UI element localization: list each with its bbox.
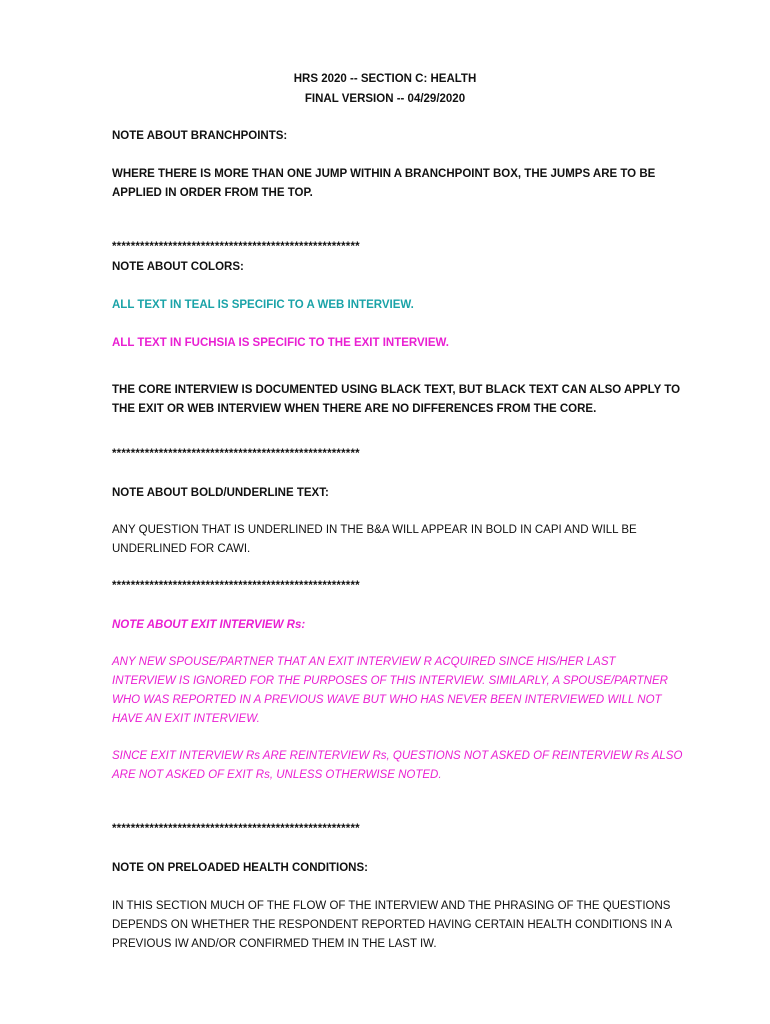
bold-underline-text-line: ANY QUESTION THAT IS UNDERLINED IN THE B&A WILL APPEAR IN BOLD IN CAPI AND WILL BE: [112, 524, 637, 536]
bold-underline-text-line: UNDERLINED FOR CAWI.: [112, 543, 251, 555]
separator: *****************************************************: [112, 580, 360, 592]
preloaded-text-line: DEPENDS ON WHETHER THE RESPONDENT REPORTED HAVING CERTAIN HEALTH CONDITIONS IN A: [112, 919, 673, 931]
black-text-note-line: THE CORE INTERVIEW IS DOCUMENTED USING BLACK TEXT, BUT BLACK TEXT CAN ALSO APPLY TO: [112, 384, 681, 396]
exit-rs-para2-line: ARE NOT ASKED OF EXIT Rs, UNLESS OTHERWISE NOTED.: [112, 769, 442, 781]
separator: *****************************************************: [112, 241, 360, 253]
teal-note: ALL TEXT IN TEAL IS SPECIFIC TO A WEB INTERVIEW.: [112, 299, 414, 311]
exit-rs-para1-line: INTERVIEW IS IGNORED FOR THE PURPOSES OF THIS INTERVIEW. SIMILARLY, A SPOUSE/PARTNER: [112, 675, 668, 687]
preloaded-heading: NOTE ON PRELOADED HEALTH CONDITIONS:: [112, 862, 368, 874]
preloaded-text-line: IN THIS SECTION MUCH OF THE FLOW OF THE INTERVIEW AND THE PHRASING OF THE QUESTIONS: [112, 900, 671, 912]
separator: *****************************************************: [112, 448, 360, 460]
branchpoints-text-line: WHERE THERE IS MORE THAN ONE JUMP WITHIN A BRANCHPOINT BOX, THE JUMPS ARE TO BE: [112, 168, 656, 180]
separator: *****************************************************: [112, 823, 360, 835]
exit-rs-heading: NOTE ABOUT EXIT INTERVIEW Rs:: [112, 619, 306, 631]
exit-rs-para1-line: ANY NEW SPOUSE/PARTNER THAT AN EXIT INTERVIEW R ACQUIRED SINCE HIS/HER LAST: [112, 656, 616, 668]
exit-rs-para1-line: WHO WAS REPORTED IN A PREVIOUS WAVE BUT WHO HAS NEVER BEEN INTERVIEWED WILL NOT: [112, 694, 662, 706]
fuchsia-note: ALL TEXT IN FUCHSIA IS SPECIFIC TO THE EXIT INTERVIEW.: [112, 337, 449, 349]
colors-heading: NOTE ABOUT COLORS:: [112, 261, 244, 273]
document-title: HRS 2020 -- SECTION C: HEALTH: [293, 73, 477, 85]
black-text-note-line: THE EXIT OR WEB INTERVIEW WHEN THERE ARE NO DIFFERENCES FROM THE CORE.: [112, 403, 597, 415]
document-version: FINAL VERSION -- 04/29/2020: [304, 93, 466, 105]
exit-rs-para1-line: HAVE AN EXIT INTERVIEW.: [112, 713, 260, 725]
branchpoints-heading: NOTE ABOUT BRANCHPOINTS:: [112, 130, 288, 142]
branchpoints-text-line: APPLIED IN ORDER FROM THE TOP.: [112, 187, 313, 199]
preloaded-text-line: PREVIOUS IW AND/OR CONFIRMED THEM IN THE LAST IW.: [112, 938, 437, 950]
bold-underline-heading: NOTE ABOUT BOLD/UNDERLINE TEXT:: [112, 487, 329, 499]
exit-rs-para2-line: SINCE EXIT INTERVIEW Rs ARE REINTERVIEW Rs, QUESTIONS NOT ASKED OF REINTERVIEW Rs ALSO: [112, 750, 683, 762]
